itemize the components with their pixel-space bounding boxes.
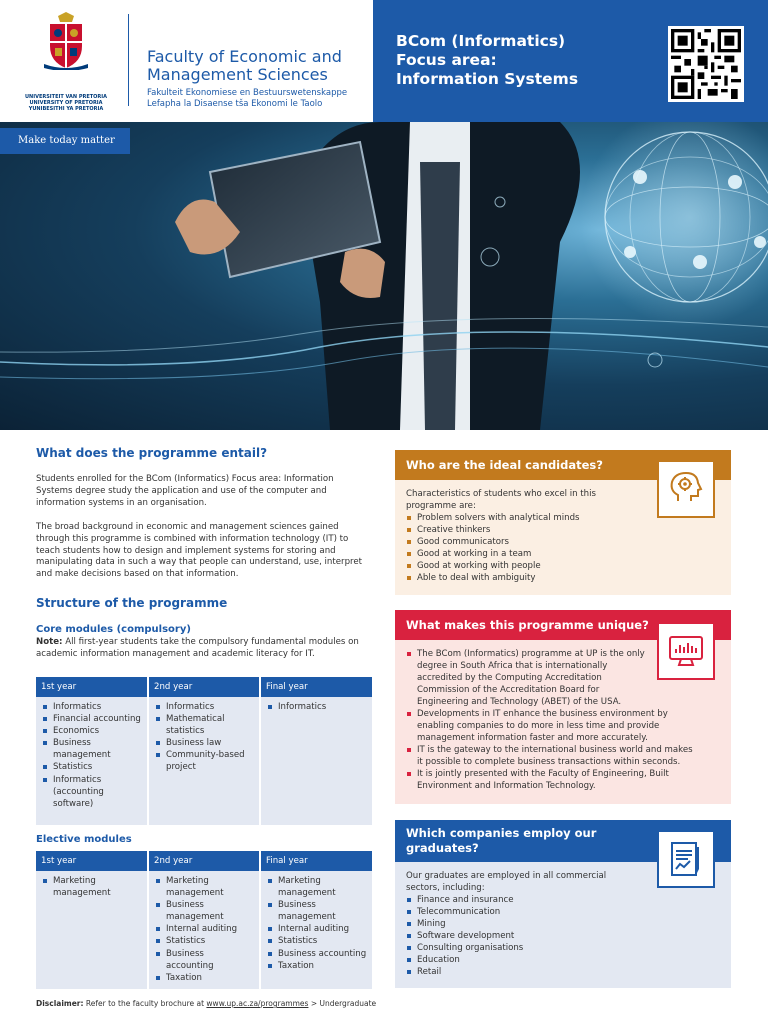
programme-title-line-1: BCom (Informatics)	[396, 32, 566, 50]
core-cell-2nd-year	[148, 697, 260, 825]
list-item: Community-based project	[154, 749, 254, 773]
candidates-intro: Characteristics of students who excel in this programme are:	[406, 489, 596, 511]
structure-heading: Structure of the programme	[36, 596, 228, 610]
list-item: Informatics (accounting software)	[41, 774, 142, 810]
university-logo	[18, 10, 114, 110]
list-item: Good at working with people	[406, 560, 634, 572]
list-item: Business law	[154, 737, 254, 749]
elective-cell-2nd-year	[148, 871, 260, 989]
employers-body	[395, 862, 645, 986]
elective-heading: Elective modules	[36, 834, 132, 845]
core-table-row	[36, 697, 372, 825]
list-item: Statistics	[41, 761, 142, 773]
list-item: Marketing management	[154, 875, 254, 899]
elective-table-row	[36, 871, 372, 989]
logo-line-3: YUNIBESITHI YA PRETORIA	[28, 106, 104, 112]
programme-title-box	[373, 0, 768, 122]
list-item: Good at working in a team	[406, 548, 634, 560]
candidates-list	[406, 512, 634, 584]
core-cell-final-year	[260, 697, 372, 825]
entail-para-1: Students enrolled for the BCom (Informatics) Focus area: Information Systems degree study the application and use of the computer and information systems in an organisation.	[36, 474, 334, 508]
programme-title-line-2: Focus area:	[396, 51, 497, 69]
list-item: Telecommunication	[406, 906, 634, 918]
list-item: IT is the gateway to the international business world and makes it possible to complete business transactions within seconds.	[406, 744, 700, 768]
elective-list-1st-year	[41, 875, 142, 899]
list-item: It is jointly presented with the Faculty of Engineering, Built Environment and Information Technology.	[406, 768, 700, 792]
list-item: Able to deal with ambiguity	[406, 572, 634, 584]
list-item: Software development	[406, 930, 634, 942]
core-note	[36, 637, 372, 661]
elective-cell-1st-year	[36, 871, 148, 989]
core-col-final-year: Final year	[260, 677, 372, 697]
logo-wordmark	[18, 94, 114, 112]
candidates-body	[395, 480, 645, 592]
entail-para-2: The broad background in economic and management sciences gained through this programme is combined with information technology (IT) to teach students how to design and implement systems for storing and manipulating data in such a way that people can understand, use, interpret and make decisions based on that information.	[36, 522, 363, 580]
disclaimer-text: Refer to the faculty brochure at	[83, 999, 207, 1008]
qr-code[interactable]	[668, 26, 744, 102]
elective-modules-table	[36, 851, 372, 989]
faculty-name-line-2: Management Sciences	[147, 65, 328, 84]
list-item: Business accounting	[266, 948, 367, 960]
list-item: Business management	[154, 899, 254, 923]
core-list-2nd-year	[154, 701, 254, 774]
elective-col-final-year: Final year	[260, 851, 372, 871]
elective-col-2nd-year: 2nd year	[148, 851, 260, 871]
core-heading: Core modules (compulsory)	[36, 624, 191, 635]
unique-heading: What makes this programme unique?	[395, 610, 731, 640]
list-item: Financial accounting	[41, 713, 142, 725]
candidates-box	[395, 450, 731, 595]
core-modules-table	[36, 677, 372, 825]
list-item: Finance and insurance	[406, 894, 634, 906]
programme-title	[396, 32, 578, 89]
unique-list	[406, 648, 700, 792]
list-item: Internal auditing	[154, 923, 254, 935]
programmes-link[interactable]: www.up.ac.za/programmes	[206, 999, 309, 1008]
entail-heading: What does the programme entail?	[36, 446, 268, 460]
qr-code-icon	[671, 29, 741, 99]
disclaimer	[36, 999, 376, 1008]
list-item: Problem solvers with analytical minds	[406, 512, 634, 524]
elective-cell-final-year	[260, 871, 372, 989]
faculty-translations	[147, 88, 367, 110]
faculty-afrikaans: Fakulteit Ekonomiese en Bestuurswetenskappe	[147, 88, 348, 98]
unique-box	[395, 610, 731, 804]
list-item: Consulting organisations	[406, 942, 634, 954]
disclaimer-suffix: > Undergraduate	[308, 999, 377, 1008]
core-note-text: All first-year students take the compulsory fundamental modules on academic information management and academic literacy for IT.	[36, 637, 359, 659]
list-item: Economics	[41, 725, 142, 737]
list-item: Informatics	[266, 701, 367, 713]
monitor-chart-icon	[657, 622, 715, 680]
core-cell-1st-year	[36, 697, 148, 825]
elective-list-2nd-year	[154, 875, 254, 984]
list-item: Informatics	[154, 701, 254, 713]
faculty-block	[147, 48, 367, 110]
logo-line-1: UNIVERSITEIT VAN PRETORIA	[24, 94, 108, 100]
list-item: Business accounting	[154, 948, 254, 972]
list-item: Taxation	[154, 972, 254, 984]
employers-intro: Our graduates are employed in all commercial sectors, including:	[406, 871, 607, 893]
page-header	[0, 0, 768, 122]
core-table-header	[36, 677, 372, 697]
list-item: Developments in IT enhance the business environment by enabling companies to do more in less time and provide management information faster and more accurately.	[406, 708, 700, 744]
document-chart-icon	[657, 830, 715, 888]
list-item: Education	[406, 954, 634, 966]
list-item: Good communicators	[406, 536, 634, 548]
core-list-final-year	[266, 701, 367, 713]
faculty-sepedi: Lefapha la Disaense tša Ekonomi le Taolo	[147, 99, 323, 109]
faculty-name	[147, 48, 367, 84]
employers-list	[406, 894, 634, 978]
head-gear-icon	[657, 460, 715, 518]
employers-box	[395, 820, 731, 988]
logo-line-2: UNIVERSITY OF PRETORIA	[29, 100, 103, 106]
list-item: Taxation	[266, 960, 367, 972]
core-col-2nd-year: 2nd year	[148, 677, 260, 697]
list-item: Statistics	[154, 935, 254, 947]
hero-illustration	[0, 122, 768, 430]
employers-heading-text: Which companies employ our graduates?	[406, 826, 597, 855]
list-item: Marketing management	[41, 875, 142, 899]
list-item: Retail	[406, 966, 634, 978]
programme-title-line-3: Information Systems	[396, 70, 579, 88]
disclaimer-label: Disclaimer:	[36, 999, 84, 1008]
core-list-1st-year	[41, 701, 142, 810]
elective-list-final-year	[266, 875, 367, 972]
elective-col-1st-year: 1st year	[36, 851, 148, 871]
list-item: Creative thinkers	[406, 524, 634, 536]
list-item: Informatics	[41, 701, 142, 713]
crest-icon	[44, 12, 88, 70]
core-col-1st-year: 1st year	[36, 677, 148, 697]
header-divider	[128, 14, 129, 106]
list-item: Statistics	[266, 935, 367, 947]
list-item: Internal auditing	[266, 923, 367, 935]
list-item: Marketing management	[266, 875, 367, 899]
candidates-heading: Who are the ideal candidates?	[395, 450, 731, 480]
core-note-label: Note:	[36, 637, 63, 647]
list-item: Mathematical statistics	[154, 713, 254, 737]
list-item: Business management	[41, 737, 142, 761]
tagline: Make today matter	[0, 128, 130, 154]
list-item: The BCom (Informatics) programme at UP is the only degree in South Africa that is internationally accredited by the Computing Accreditation Commission of the Accreditation Board for Engineering and Technology (ABET) of the USA.	[406, 648, 646, 708]
faculty-name-line-1: Faculty of Economic and	[147, 47, 342, 66]
hero-image	[0, 122, 768, 430]
list-item: Business management	[266, 899, 367, 923]
list-item: Mining	[406, 918, 634, 930]
elective-table-header	[36, 851, 372, 871]
